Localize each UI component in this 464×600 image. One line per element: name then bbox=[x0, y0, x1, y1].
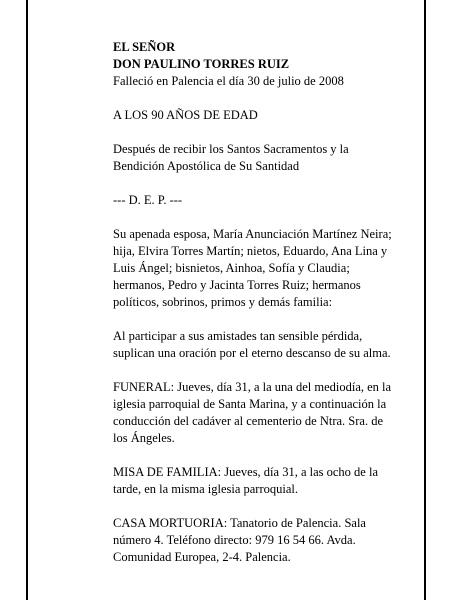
sacraments-block bbox=[113, 141, 423, 175]
sacraments-line: Después de recibir los Santos Sacramentos y la bbox=[113, 142, 349, 156]
family-line: hija, Elvira Torres Martín; nietos, Eduardo, Ana Lina y bbox=[113, 244, 388, 258]
misa-line: tarde, en la misma iglesia parroquial. bbox=[113, 482, 299, 496]
obituary-notice bbox=[113, 39, 423, 566]
dep-line: --- D. E. P. --- bbox=[113, 193, 183, 207]
request-block bbox=[113, 328, 423, 362]
misa-line: MISA DE FAMILIA: Jueves, día 31, a las ocho de la bbox=[113, 465, 379, 479]
funeral-line: los Ángeles. bbox=[113, 431, 175, 445]
funeral-block bbox=[113, 379, 423, 447]
header-block bbox=[113, 39, 423, 90]
title-line: EL SEÑOR bbox=[113, 40, 176, 54]
casa-mortuoria-block bbox=[113, 515, 423, 566]
family-block bbox=[113, 226, 423, 311]
family-line: políticos, sobrinos, primos y demás familia: bbox=[113, 295, 333, 309]
sacraments-line: Bendición Apostólica de Su Santidad bbox=[113, 159, 300, 173]
funeral-line: conducción del cadáver al cementerio de Ntra. Sra. de bbox=[113, 414, 384, 428]
casa-line: CASA MORTUORIA: Tanatorio de Palencia. Sala bbox=[113, 516, 366, 530]
family-line: hermanos, Pedro y Jacinta Torres Ruiz; hermanos bbox=[113, 278, 361, 292]
funeral-line: FUNERAL: Jueves, día 31, a la una del mediodía, en la bbox=[113, 380, 392, 394]
casa-line: número 4. Teléfono directo: 979 16 54 66. Avda. bbox=[113, 533, 356, 547]
request-line: suplican una oración por el eterno descanso de su alma. bbox=[113, 346, 391, 360]
deceased-name: DON PAULINO TORRES RUIZ bbox=[113, 57, 290, 71]
death-date-line: Falleció en Palencia el día 30 de julio de 2008 bbox=[113, 74, 344, 88]
family-line: Luis Ángel; bisnietos, Ainhoa, Sofía y Claudia; bbox=[113, 261, 350, 275]
funeral-line: iglesia parroquial de Santa Marina, y a continuación la bbox=[113, 397, 387, 411]
request-line: Al participar a sus amistades tan sensible pérdida, bbox=[113, 329, 363, 343]
misa-block bbox=[113, 464, 423, 498]
age-line: A LOS 90 AÑOS DE EDAD bbox=[113, 108, 258, 122]
casa-line: Comunidad Europea, 2-4. Palencia. bbox=[113, 550, 291, 564]
family-line: Su apenada esposa, María Anunciación Martínez Neira; bbox=[113, 227, 392, 241]
